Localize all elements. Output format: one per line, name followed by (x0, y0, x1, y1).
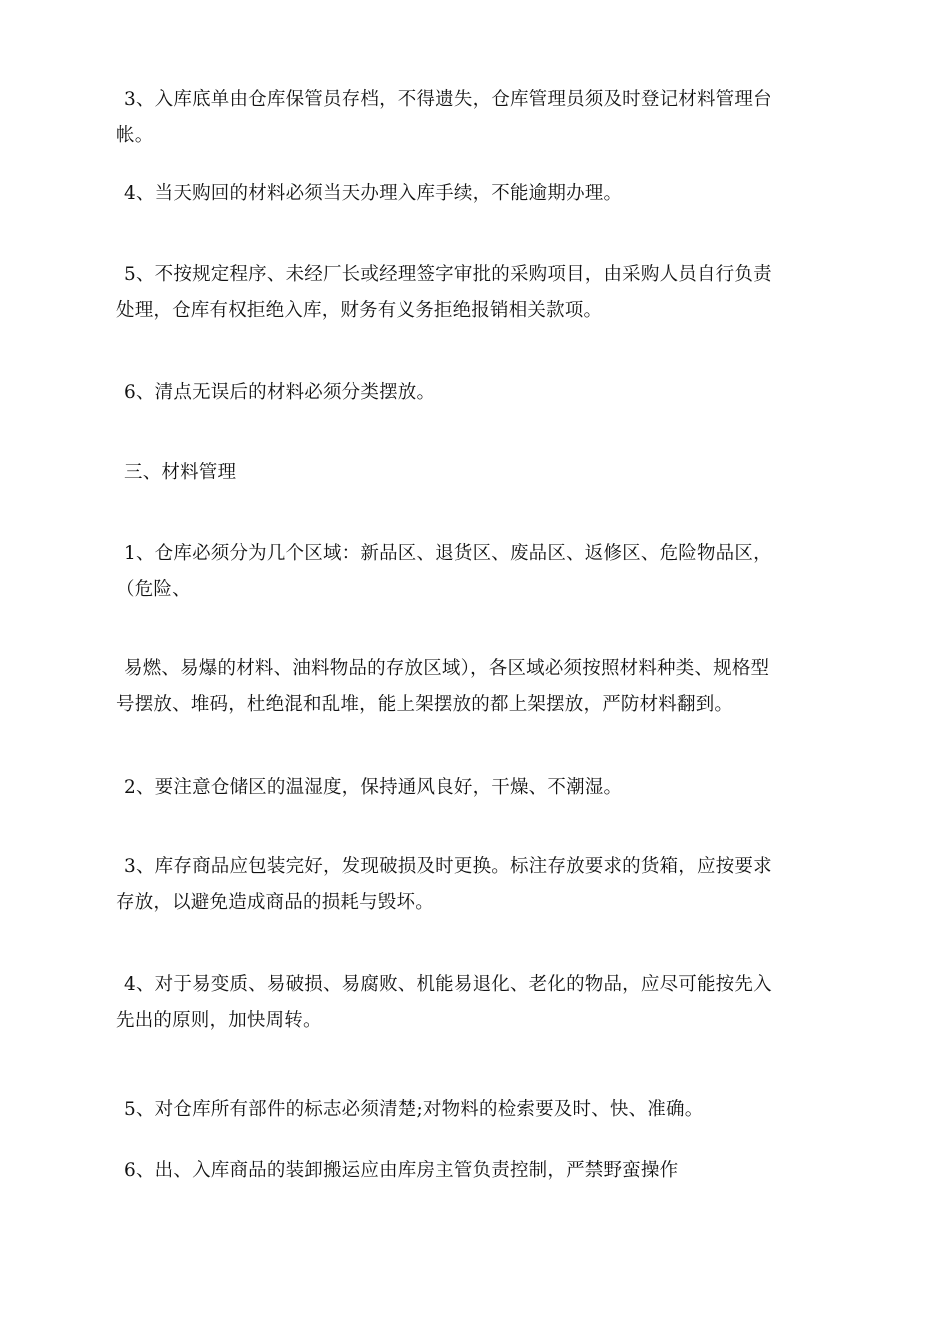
text-line: 帐。 (116, 125, 154, 146)
text-line: 6、清点无误后的材料必须分类摆放。 (124, 382, 436, 403)
text-line: 3、库存商品应包装完好，发现破损及时更换。标注存放要求的货箱，应按要求 (124, 856, 772, 877)
paragraph-material-4-fifo (116, 967, 846, 1039)
text-line: 三、材料管理 (124, 462, 237, 483)
text-line: 号摆放、堆码，杜绝混和乱堆，能上架摆放的都上架摆放，严防材料翻到。 (116, 694, 734, 715)
paragraph-material-1-continued (116, 651, 846, 723)
paragraph-rule-6-sorting (116, 375, 846, 411)
paragraph-material-5-labels (116, 1092, 846, 1128)
paragraph-rule-4-same-day (116, 176, 846, 212)
paragraph-material-6-handling (116, 1153, 846, 1189)
paragraph-material-1-zones (116, 536, 846, 608)
text-line: 5、对仓库所有部件的标志必须清楚;对物料的检索要及时、快、准确。 (124, 1099, 704, 1120)
text-line: 2、要注意仓储区的温湿度，保持通风良好，干燥、不潮湿。 (124, 777, 623, 798)
paragraph-rule-3-archive (116, 82, 846, 154)
section-heading-material-management (116, 455, 846, 491)
paragraph-rule-5-approval (116, 257, 846, 329)
text-line: 易燃、易爆的材料、油料物品的存放区域），各区域必须按照材料种类、规格型 (124, 658, 770, 679)
text-line: （危险、 (116, 579, 191, 600)
text-line: 1、仓库必须分为几个区域：新品区、退货区、废品区、返修区、危险物品区， (124, 543, 772, 564)
text-line: 4、当天购回的材料必须当天办理入库手续，不能逾期办理。 (124, 183, 623, 204)
text-line: 4、对于易变质、易破损、易腐败、机能易退化、老化的物品，应尽可能按先入 (124, 974, 772, 995)
paragraph-material-2-humidity (116, 770, 846, 806)
text-line: 先出的原则，加快周转。 (116, 1010, 322, 1031)
text-line: 3、入库底单由仓库保管员存档，不得遗失，仓库管理员须及时登记材料管理台 (124, 89, 772, 110)
text-line: 处理，仓库有权拒绝入库，财务有义务拒绝报销相关款项。 (116, 300, 603, 321)
text-line: 5、不按规定程序、未经厂长或经理签字审批的采购项目，由采购人员自行负责 (124, 264, 772, 285)
text-line: 存放，以避免造成商品的损耗与毁坏。 (116, 892, 434, 913)
paragraph-material-3-packaging (116, 849, 846, 921)
text-line: 6、出、入库商品的装卸搬运应由库房主管负责控制，严禁野蛮操作 (124, 1160, 679, 1181)
